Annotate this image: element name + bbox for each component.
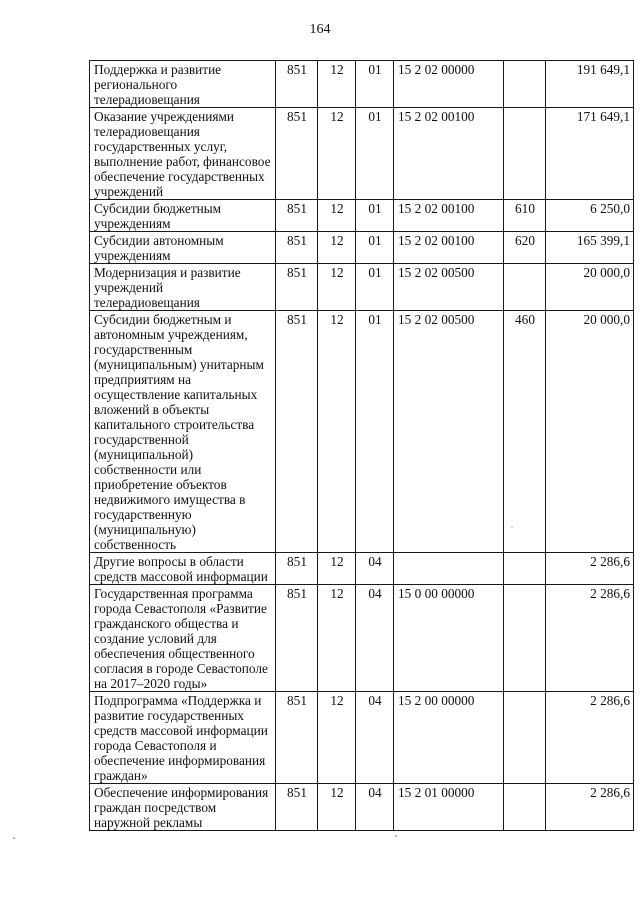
row-department-code-cell: 851 [276, 232, 318, 264]
row-department-code-cell: 851 [276, 692, 318, 784]
row-name-cell: Субсидии автономным учреждениям [90, 232, 276, 264]
row-section-cell: 12 [318, 232, 356, 264]
row-target-item-cell: 15 2 00 00000 [394, 692, 504, 784]
row-name-cell: Субсидии бюджетным и автономным учреждениям, государственным (муниципальным) унитарным предприятиям на осуществление капитальных вложений в объекты капитального строительства государственной (муниципальной) собственности или приобретение объектов недвижимого имущества в государственную (муниципальную) собственность [90, 311, 276, 553]
row-amount-cell: 2 286,6 [546, 692, 634, 784]
row-target-item-cell: 15 2 02 00100 [394, 232, 504, 264]
row-section-cell: 12 [318, 311, 356, 553]
row-target-item-cell: 15 2 02 00100 [394, 200, 504, 232]
row-target-item-cell: 15 2 02 00100 [394, 108, 504, 200]
scan-speck [395, 835, 396, 836]
row-department-code-cell: 851 [276, 784, 318, 831]
row-section-cell: 12 [318, 61, 356, 108]
row-subsection-cell: 01 [356, 264, 394, 311]
row-expense-type-cell: 620 [504, 232, 546, 264]
row-expense-type-cell: 460 [504, 311, 546, 553]
row-name-cell: Оказание учреждениями телерадиовещания государственных услуг, выполнение работ, финансовое обеспечение государственных учреждений [90, 108, 276, 200]
row-department-code-cell: 851 [276, 553, 318, 585]
row-department-code-cell: 851 [276, 200, 318, 232]
row-section-cell: 12 [318, 264, 356, 311]
row-name-cell: Другие вопросы в области средств массовой информации [90, 553, 276, 585]
row-amount-cell: 191 649,1 [546, 61, 634, 108]
row-subsection-cell: 01 [356, 232, 394, 264]
row-department-code-cell: 851 [276, 311, 318, 553]
row-target-item-cell: 15 2 01 00000 [394, 784, 504, 831]
row-amount-cell: 6 250,0 [546, 200, 634, 232]
row-target-item-cell: 15 2 02 00000 [394, 61, 504, 108]
row-name-cell: Модернизация и развитие учреждений телерадиовещания [90, 264, 276, 311]
row-amount-cell: 2 286,6 [546, 553, 634, 585]
row-amount-cell: 171 649,1 [546, 108, 634, 200]
row-target-item-cell: 15 0 00 00000 [394, 585, 504, 692]
row-section-cell: 12 [318, 692, 356, 784]
row-name-cell: Обеспечение информирования граждан посредством наружной рекламы [90, 784, 276, 831]
page-number: 164 [309, 22, 331, 37]
row-subsection-cell: 01 [356, 200, 394, 232]
row-target-item-cell: 15 2 02 00500 [394, 311, 504, 553]
row-section-cell: 12 [318, 784, 356, 831]
row-name-cell: Подпрограмма «Поддержка и развитие государственных средств массовой информации города Севастополя и обеспечение информирования граждан» [90, 692, 276, 784]
row-subsection-cell: 01 [356, 108, 394, 200]
scan-speck [511, 526, 512, 527]
row-subsection-cell: 04 [356, 784, 394, 831]
row-department-code-cell: 851 [276, 264, 318, 311]
row-amount-cell: 20 000,0 [546, 264, 634, 311]
row-subsection-cell: 04 [356, 585, 394, 692]
row-name-cell: Государственная программа города Севастополя «Развитие гражданского общества и создание условий для обеспечения общественного согласия в городе Севастополе на 2017–2020 годы» [90, 585, 276, 692]
row-section-cell: 12 [318, 200, 356, 232]
row-target-item-cell: 15 2 02 00500 [394, 264, 504, 311]
row-department-code-cell: 851 [276, 585, 318, 692]
row-amount-cell: 2 286,6 [546, 585, 634, 692]
row-expense-type-cell: 610 [504, 200, 546, 232]
row-subsection-cell: 04 [356, 553, 394, 585]
row-subsection-cell: 04 [356, 692, 394, 784]
row-section-cell: 12 [318, 108, 356, 200]
row-name-cell: Поддержка и развитие регионального телерадиовещания [90, 61, 276, 108]
row-section-cell: 12 [318, 585, 356, 692]
row-name-cell: Субсидии бюджетным учреждениям [90, 200, 276, 232]
row-subsection-cell: 01 [356, 61, 394, 108]
row-amount-cell: 20 000,0 [546, 311, 634, 553]
row-section-cell: 12 [318, 553, 356, 585]
row-department-code-cell: 851 [276, 61, 318, 108]
scan-speck [13, 837, 15, 839]
row-department-code-cell: 851 [276, 108, 318, 200]
row-subsection-cell: 01 [356, 311, 394, 553]
row-amount-cell: 165 399,1 [546, 232, 634, 264]
row-amount-cell: 2 286,6 [546, 784, 634, 831]
